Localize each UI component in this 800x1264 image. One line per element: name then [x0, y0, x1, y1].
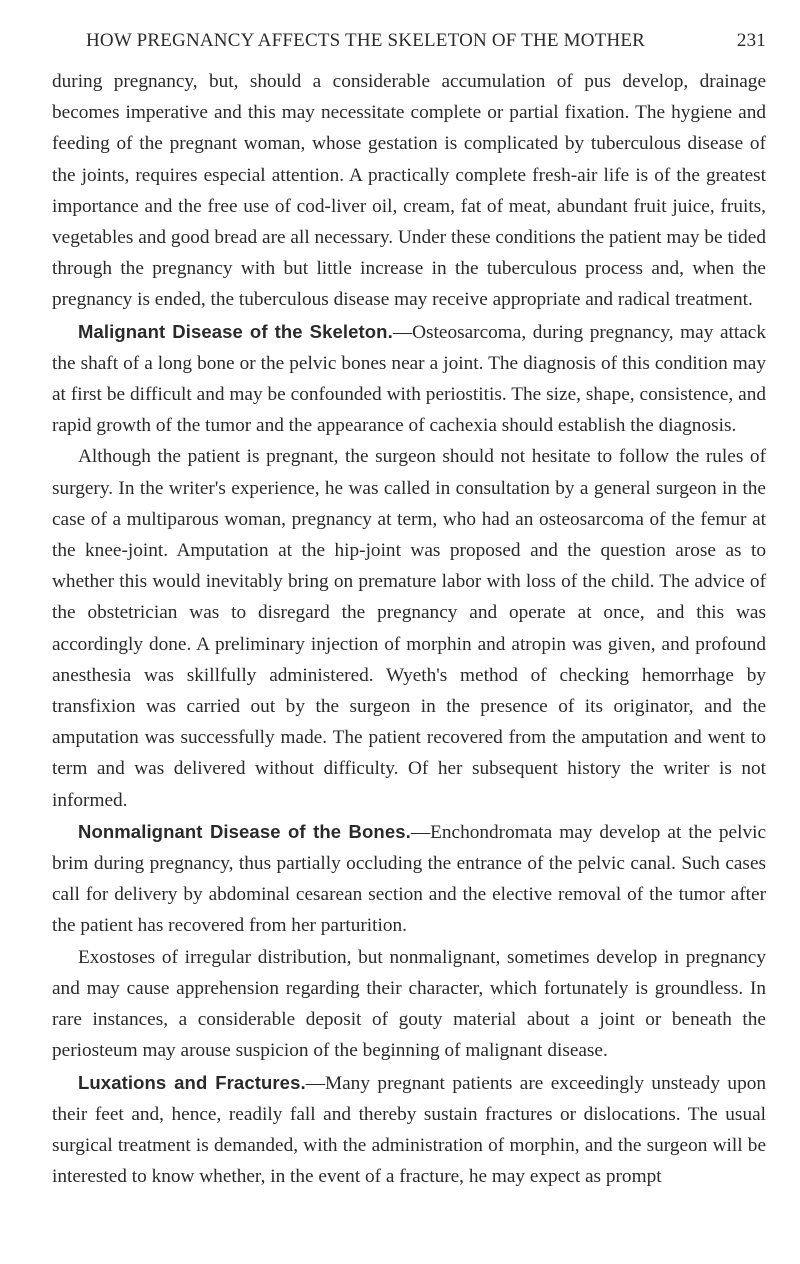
- paragraph-text: —Many pregnant patients are exceedingly unsteady upon their feet and, hence, readily fall and thereby sustain fractures or dislocations. The usual surgical treatment is demanded, with the administration of morphin, and the surgeon will be interested to know whether, in the event of a fracture, he may expect as prompt: [52, 1072, 766, 1188]
- paragraph-text: —Enchondromata may develop at the pelvic brim during pregnancy, thus partially occluding the entrance of the pelvic canal. Such cases call for delivery by abdominal cesarean section and the elective removal of the tumor after the patient has recovered from her parturition.: [52, 821, 766, 937]
- running-title: HOW PREGNANCY AFFECTS THE SKELETON OF THE MOTHER: [86, 30, 646, 51]
- paragraph-continuation: [52, 66, 766, 316]
- section-heading: Nonmalignant Disease of the Bones.: [78, 820, 411, 842]
- page-number: 231: [736, 30, 766, 51]
- section-heading: Malignant Disease of the Skeleton.: [78, 320, 393, 342]
- paragraph-text: Although the patient is pregnant, the surgeon should not hesitate to follow the rules of surgery. In the writer's experience, he was called in consultation by a general surgeon in the case of a multiparous woman, pregnancy at term, who had an osteosarcoma of the femur at the knee-joint. Amputation at the hip-joint was proposed and the question arose as to whether this would inevitably bring on premature labor with loss of the child. The advice of the obstetrician was to disregard the pregnancy and operate at once, and this was accordingly done. A preliminary injection of morphin and atropin was given, and profound anesthesia was skillfully administered. Wyeth's method of checking hemorrhage by transfixion was carried out by the surgeon in the presence of its originator, and the amputation was successfully made. The patient recovered from the amputation and went to term and was delivered without difficulty. Of her subsequent history the writer is not informed.: [52, 446, 766, 811]
- paragraph-text: Exostoses of irregular distribution, but nonmalignant, sometimes develop in pregnancy and may cause apprehension regarding their character, which fortunately is groundless. In rare instances, a considerable deposit of gouty material about a joint or beneath the periosteum may arouse suspicion of the beginning of malignant disease.: [52, 946, 766, 1062]
- paragraph-case-report: [52, 441, 766, 815]
- book-page: [52, 30, 766, 1192]
- paragraph-malignant-disease: [52, 316, 766, 442]
- body-text: [52, 66, 766, 1192]
- paragraph-nonmalignant-disease: [52, 816, 766, 942]
- running-head: [86, 30, 766, 54]
- section-heading: Luxations and Fractures.: [78, 1071, 306, 1093]
- paragraph-text: —Osteosarcoma, during pregnancy, may attack the shaft of a long bone or the pelvic bones near a joint. The diagnosis of this condition may at first be difficult and may be confounded with periostitis. The size, shape, consistence, and rapid growth of the tumor and the appearance of cachexia should establish the diagnosis.: [52, 321, 766, 437]
- paragraph-text: during pregnancy, but, should a considerable accumulation of pus develop, drainage becomes imperative and this may necessitate complete or partial fixation. The hygiene and feeding of the pregnant woman, whose gestation is complicated by tuberculous disease of the joints, requires especial attention. A practically complete fresh-air life is of the greatest importance and the free use of cod-liver oil, cream, fat of meat, abundant fruit juice, fruits, vegetables and good bread are all necessary. Under these conditions the patient may be tided through the pregnancy with but little increase in the tuberculous process and, when the pregnancy is ended, the tuberculous disease may receive appropriate and radical treatment.: [52, 71, 766, 311]
- paragraph-luxations-fractures: [52, 1067, 766, 1193]
- paragraph-exostoses: [52, 942, 766, 1067]
